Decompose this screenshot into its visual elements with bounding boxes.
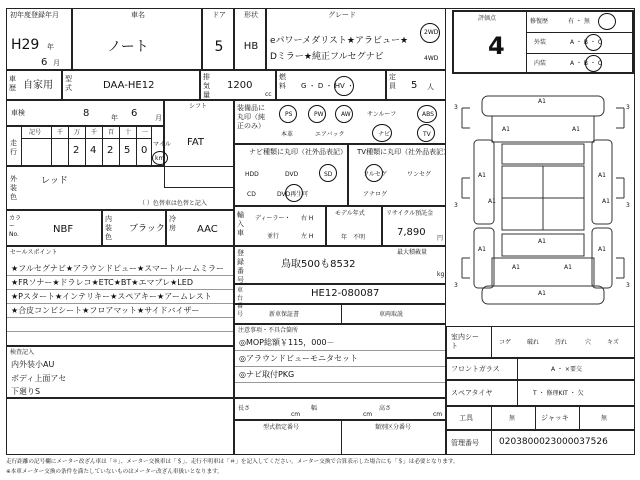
damage-mark: A1 — [478, 246, 486, 253]
interior-color-label: 内装色 — [105, 215, 112, 241]
equip-airbag: エアバック — [315, 131, 345, 138]
mileage-label: 走行 — [10, 139, 17, 156]
interior-grade-options: A ・ B ・ C — [570, 60, 603, 67]
interior-grade-circle — [585, 55, 602, 72]
sales-line-2: ★FRソナー★ドラレコ★ETC★BT★エマブレ★LED — [11, 278, 193, 287]
dimensions-cell — [234, 398, 446, 420]
interior-grade-label: 内装 — [534, 60, 547, 67]
unit-mile: マイル — [153, 141, 171, 148]
repair-options: 有 ・ 無 — [568, 18, 590, 25]
damage-mark: A1 — [564, 264, 572, 271]
damage-mark: A1 — [538, 290, 546, 297]
import-label: 輸入車 — [237, 211, 244, 237]
dim-width-unit: cm — [363, 411, 373, 418]
tv-oneseg: ワンセグ — [407, 171, 432, 178]
tv-type-cell — [348, 144, 451, 206]
exterior-grade-options: A ・ B ・ C — [570, 39, 603, 46]
inspector-cell — [6, 346, 234, 398]
use-cell — [6, 70, 62, 100]
nav-type-title: ナビ種類に丸印（社外品表記） — [249, 148, 347, 156]
class-number-label: 類別区分番号 — [375, 424, 412, 431]
fuel-cell — [276, 70, 386, 100]
tv-fullseg: フルセグ — [363, 171, 387, 178]
grade-label: グレード — [328, 11, 356, 19]
shape-value: HB — [243, 41, 259, 52]
equip-abs-circle — [417, 105, 437, 123]
damage-mark: A1 — [478, 172, 486, 179]
use-label: 車歴 — [9, 75, 16, 92]
spare-row — [446, 380, 635, 406]
digit-2: 4 — [90, 145, 97, 156]
equip-tv-circle — [417, 124, 435, 142]
mgmt-row — [446, 430, 635, 455]
equip-navi: ナビ — [378, 131, 391, 138]
chassis-value: HE12-080087 — [311, 288, 380, 299]
type-class-cell — [234, 420, 446, 455]
registration-cell — [234, 246, 446, 284]
damage-mark: A1 — [538, 98, 546, 105]
digit-header-5: 一 — [142, 129, 149, 136]
door-label: ドア — [212, 11, 226, 19]
ac-label: 冷房 — [169, 215, 176, 232]
nav-hdd: HDD — [245, 171, 259, 178]
notes-title: 注意事項・不具合箇所 — [238, 327, 299, 334]
damage-mark: A1 — [538, 238, 546, 245]
displacement-value: 1200 — [227, 80, 253, 91]
interior-color-cell — [102, 210, 166, 246]
jack-value: 無 — [601, 415, 608, 422]
model-cell — [62, 70, 200, 100]
digit-header-0: 千 — [57, 129, 64, 136]
digit-1: 2 — [73, 145, 80, 156]
first-reg-month: 6 — [41, 57, 48, 68]
first-reg-year-unit: 年 — [47, 43, 54, 51]
dim-length-unit: cm — [291, 411, 301, 418]
nav-sd-circle — [319, 164, 337, 182]
capacity-value: 5 — [411, 80, 418, 91]
inspection-label: 車検 — [11, 109, 25, 117]
equip-pw: PW — [314, 111, 324, 118]
seat-label: 室内シート — [451, 333, 479, 350]
shape-label: 形状 — [244, 11, 258, 19]
exterior-color-value: レッド — [41, 176, 68, 186]
recycle-label: リサイクル預託金 — [386, 210, 434, 217]
car-diagram — [452, 78, 634, 326]
damage-mark: A1 — [512, 264, 520, 271]
displacement-label: 排気量 — [203, 73, 210, 99]
shift-value: FAT — [187, 137, 205, 148]
score-value: 4 — [488, 32, 505, 60]
inspector-line-1: 内外装小AU — [11, 360, 55, 369]
tools-value: 無 — [509, 415, 516, 422]
grade-box — [452, 10, 634, 74]
seat-item-scratch: キズ — [607, 339, 619, 346]
equipment-title: 装備品に丸印（純正のみ） — [237, 104, 265, 130]
repair-selected-circle — [598, 13, 616, 30]
notes-line-1: ◎MOP総額￥115，000－ — [239, 338, 335, 347]
type-number-label: 型式指定番号 — [263, 424, 300, 431]
color-code-cell — [6, 210, 102, 246]
bottom-left-cell — [6, 398, 234, 455]
exterior-color-note: （ ）色替車は色替と記入 — [139, 200, 207, 207]
equip-abs: ABS — [422, 111, 434, 118]
import-cell — [234, 206, 326, 246]
color-code-value: NBF — [53, 224, 74, 235]
sales-line-3: ★Pスタート★インテリキー★スペアキー★アームレスト — [11, 292, 212, 301]
score-label: 評価点 — [478, 15, 497, 22]
notes-line-2: ◎アラウンドビューモニタセット — [239, 354, 358, 363]
inspector-line-3: 下廻りS — [11, 387, 41, 396]
first-reg-value: H29 — [11, 37, 40, 53]
capacity-unit: 人 — [427, 83, 434, 91]
color-code-label: カラー No. — [9, 215, 22, 238]
mileage-note-label: 記号 — [29, 129, 42, 136]
max-load-label: 最大積載量 — [397, 249, 428, 256]
chassis-label: 車台番号 — [237, 287, 244, 318]
equip-sunroof: サンルーフ — [367, 111, 397, 118]
inspection-year: 8 — [83, 108, 90, 119]
ac-cell — [166, 210, 234, 246]
registration-label: 登録番号 — [237, 249, 244, 284]
digit-header-2: 千 — [91, 129, 98, 136]
equip-ps: PS — [285, 111, 293, 118]
tv-analog: アナログ — [363, 191, 388, 198]
model-year-cell — [326, 206, 382, 246]
car-name-label: 車名 — [131, 11, 145, 19]
sales-points-cell — [6, 246, 234, 346]
import-dealer: ディーラー・ — [255, 215, 291, 222]
registration-value: 鳥取500も8532 — [281, 259, 356, 270]
tools-row — [446, 406, 635, 430]
sales-line-1: ★フルセグナビ★アラウンドビュー★スマートルームミラー — [11, 264, 225, 273]
capacity-cell — [386, 70, 446, 100]
model-year-label: モデル年式 — [335, 210, 365, 217]
seat-item-tear: 破れ — [527, 339, 540, 346]
seat-item-hole: 穴 — [585, 339, 592, 346]
capacity-label: 定員 — [389, 73, 396, 90]
import-parallel: 並行 — [267, 233, 280, 240]
tv-type-title: TV種類に丸印（社外品表記） — [357, 148, 451, 156]
mileage-cell — [6, 126, 171, 166]
nav-type-cell — [234, 144, 348, 206]
warranty-label-2: 車両取説 — [379, 311, 404, 318]
recycle-unit: 円 — [437, 235, 444, 242]
interior-color-value: ブラック — [129, 224, 165, 234]
seat-item-burn: コゲ — [499, 339, 512, 346]
digit-5: 0 — [141, 145, 148, 156]
warranty-cell — [234, 304, 446, 324]
car-name-cell — [72, 8, 202, 70]
nav-dvd-play: DVD再生可 — [277, 191, 309, 198]
exterior-grade-label: 外装 — [534, 39, 547, 46]
equip-navi-circle — [372, 124, 392, 142]
damage-mark: A1 — [488, 198, 496, 205]
equip-leather: 本革 — [281, 131, 294, 138]
exterior-grade-circle — [585, 34, 602, 51]
jack-label: ジャッキ — [541, 414, 569, 422]
first-reg-month-unit: 月 — [53, 59, 60, 67]
equip-ps-circle — [279, 105, 297, 123]
km-circle — [152, 151, 168, 165]
tv-fullseg-circle — [365, 164, 383, 182]
damage-mark: A1 — [572, 126, 580, 133]
equip-aw-circle — [335, 105, 353, 123]
digit-header-4: 十 — [125, 129, 132, 136]
equipment-cell — [234, 100, 446, 144]
shift-label: シフト — [189, 103, 208, 110]
sales-line-4: ★合皮コンビシート★フロアマット★サイドバイザー — [11, 306, 200, 315]
footer-line-1: 走行距離の記号欄にメーター改ざん車は「＊」、メーター交換車は「＄」、走行不明車は「＃」を記入してください。メーター交換で合算表示した場合にも「＄」は必要となります。 — [6, 459, 459, 465]
model-value: DAA-HE12 — [103, 80, 155, 91]
notes-cell — [234, 324, 446, 398]
side-num-4: 3 — [626, 202, 630, 209]
mgmt-value: 0203800023000037526 — [499, 437, 608, 447]
fuel-options: G ・ D ・ HV ・ — [301, 82, 354, 90]
model-year-value: 年 不明 — [341, 234, 366, 241]
side-num-6: 3 — [626, 282, 630, 289]
nav-dvd: DVD — [285, 171, 299, 178]
door-value: 5 — [214, 39, 224, 55]
nav-sd: SD — [324, 171, 333, 178]
equip-tv: TV — [423, 131, 431, 138]
grade-line-2: Dミラー★純正フルセグナビ — [270, 52, 384, 62]
side-num-5: 3 — [454, 282, 458, 289]
drive-2wd-circle — [420, 23, 440, 43]
fuel-hv-circle — [334, 76, 354, 96]
nav-cd: CD — [247, 191, 256, 198]
use-value: 自家用 — [23, 80, 53, 91]
import-right: 右 H — [301, 215, 314, 222]
exterior-color-cell — [6, 166, 234, 210]
first-reg-label: 初年度登録年月 — [10, 11, 59, 19]
unit-km: km — [155, 155, 165, 162]
import-left: 左 H — [301, 233, 314, 240]
tools-label: 工具 — [459, 414, 473, 422]
side-num-2: 3 — [626, 104, 630, 111]
digit-header-3: 百 — [108, 129, 115, 136]
model-label: 型式 — [65, 75, 72, 92]
fuel-label: 燃料 — [279, 73, 286, 90]
recycle-value: 7,890 — [397, 227, 426, 238]
digit-3: 2 — [107, 145, 114, 156]
inspector-line-2: ボディ上面アセ — [11, 374, 67, 383]
damage-mark: A1 — [598, 246, 606, 253]
glass-value: A ・ ×要交 — [551, 366, 582, 373]
seat-item-dirt: 汚れ — [555, 339, 568, 346]
drive-4wd: 4WD — [424, 55, 439, 62]
max-load-unit: kg — [437, 271, 445, 278]
dim-height-unit: cm — [433, 411, 443, 418]
footer-line-2: ※本車メーター交換の条件を満たしていないものはメーター改ざん車扱いとなります。 — [6, 469, 223, 475]
damage-mark: A1 — [602, 198, 610, 205]
equip-aw: AW — [341, 111, 351, 118]
door-cell — [202, 8, 234, 70]
inspection-year-unit: 年 — [111, 114, 118, 122]
mgmt-label: 管理番号 — [451, 439, 479, 447]
spare-value: T ・ 修理KIT ・ 欠 — [533, 390, 584, 397]
glass-label: フロントガラス — [451, 365, 500, 373]
exterior-color-label: 外装色 — [10, 175, 17, 201]
displacement-unit: cc — [265, 91, 272, 98]
inspection-month: 6 — [131, 108, 138, 119]
sales-points-title: セールスポイント — [10, 249, 58, 256]
damage-mark: A1 — [502, 126, 510, 133]
glass-row — [446, 358, 635, 380]
shape-cell — [234, 8, 266, 70]
digit-4: 5 — [124, 145, 131, 156]
car-name-value: ノート — [107, 39, 149, 55]
displacement-cell — [200, 70, 276, 100]
dim-width: 幅 — [311, 405, 318, 412]
notes-line-3: ◎ナビ取付PKG — [239, 370, 295, 379]
repair-label: 修復歴 — [530, 18, 549, 25]
dim-length: 長さ — [238, 405, 251, 412]
drive-2wd: 2WD — [424, 29, 439, 36]
inspection-cell — [6, 100, 164, 126]
side-num-3: 3 — [454, 202, 458, 209]
equip-pw-circle — [308, 105, 326, 123]
dim-height: 高さ — [379, 405, 392, 412]
warranty-label-1: 新車保証書 — [269, 311, 300, 318]
inspection-month-unit: 月 — [155, 114, 162, 122]
nav-dvd-play-circle — [285, 184, 303, 202]
first-reg-cell — [6, 8, 72, 70]
recycle-cell — [382, 206, 446, 246]
seat-row — [446, 326, 635, 358]
digit-header-1: 万 — [74, 129, 81, 136]
side-num-1: 3 — [454, 104, 458, 111]
damage-mark: A1 — [598, 172, 606, 179]
grade-cell — [266, 8, 446, 70]
grade-line-1: eパワーメダリスト★アラビュー★ — [270, 36, 409, 46]
ac-value: AAC — [197, 224, 218, 235]
inspector-title: 検査記入 — [10, 349, 35, 356]
spare-label: スペアタイヤ — [451, 389, 493, 397]
